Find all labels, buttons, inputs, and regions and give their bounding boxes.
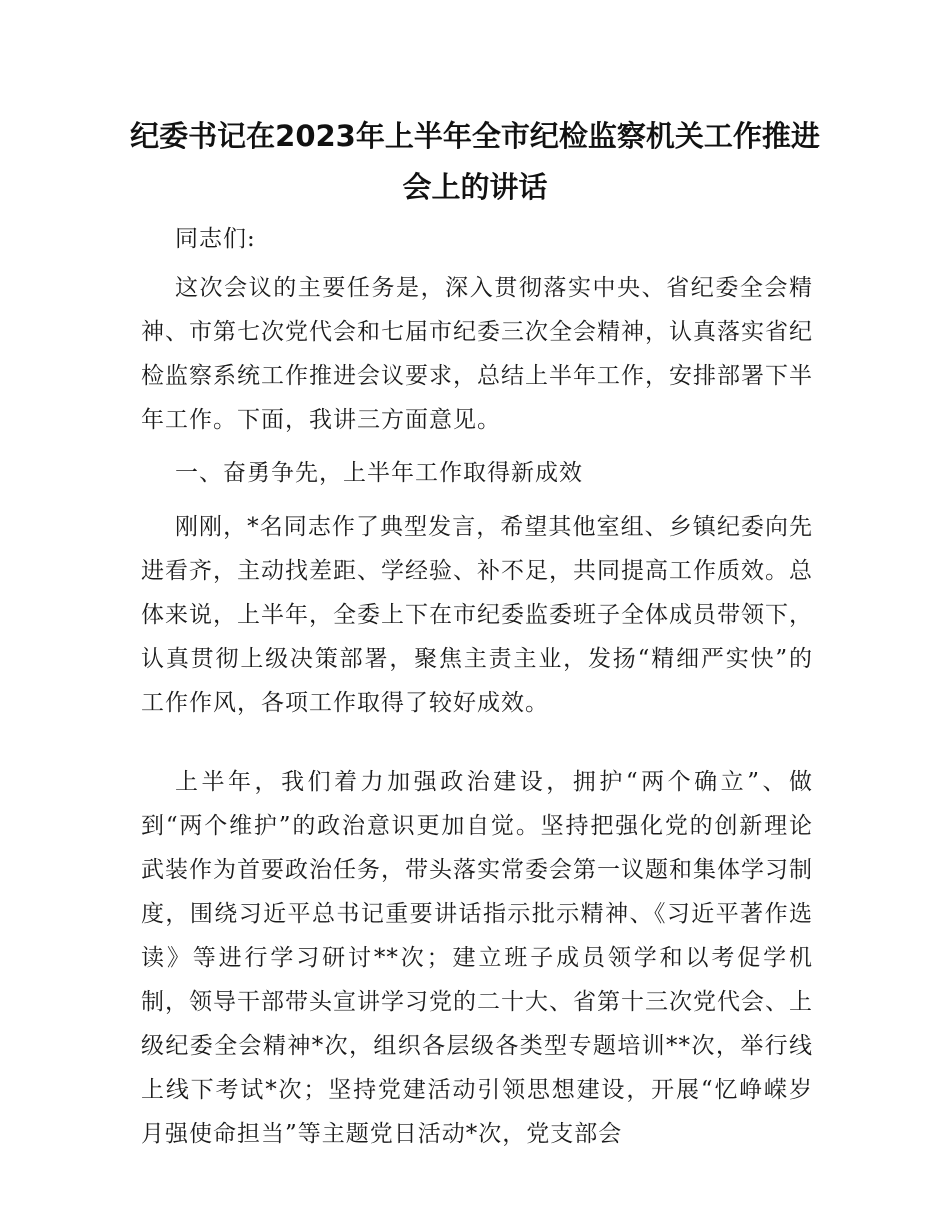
document-title: 纪委书记在2023年上半年全市纪检监察机关工作推进会上的讲话 — [130, 119, 820, 204]
intro-paragraph: 这次会议的主要任务是，深入贯彻落实中央、省纪委全会精神、市第七次党代会和七届市纪委三次全会精神，认真落实省纪检监察系统工作推进会议要求，总结上半年工作，安排部署下半年工作。下面，我讲三方面意见。 — [141, 275, 813, 433]
section-heading-1: 一、奋勇争先，上半年工作取得新成效 — [175, 460, 583, 486]
political-building-paragraph: 上半年，我们着力加强政治建设，拥护“两个确立”、做到“两个维护”的政治意识更加自觉。坚持把强化党的创新理论武装作为首要政治任务，带头落实常委会第一议题和集体学习制度，围绕习近平总书记重要讲话指示批示精神、《习近平著作选读》等进行学习研讨**次；建立班子成员领学和以考促学机制，领导干部带头宣讲学习党的二十大、省第十三次党代会、上级纪委全会精神*次，组织各层级各类型专题培训**次，举行线上线下考试*次；坚持党建活动引领思想建设，开展“忆峥嵘岁月强使命担当”等主题党日活动*次，党支部会 — [141, 769, 813, 1147]
salutation-paragraph: 同志们: — [175, 226, 256, 252]
summary-paragraph: 刚刚，*名同志作了典型发言，希望其他室组、乡镇纪委向先进看齐，主动找差距、学经验、补不足，共同提高工作质效。总体来说，上半年，全委上下在市纪委监委班子全体成员带领下，认真贯彻上级决策部署，聚焦主责主业，发扬“精细严实快”的工作作风，各项工作取得了较好成效。 — [141, 514, 813, 716]
